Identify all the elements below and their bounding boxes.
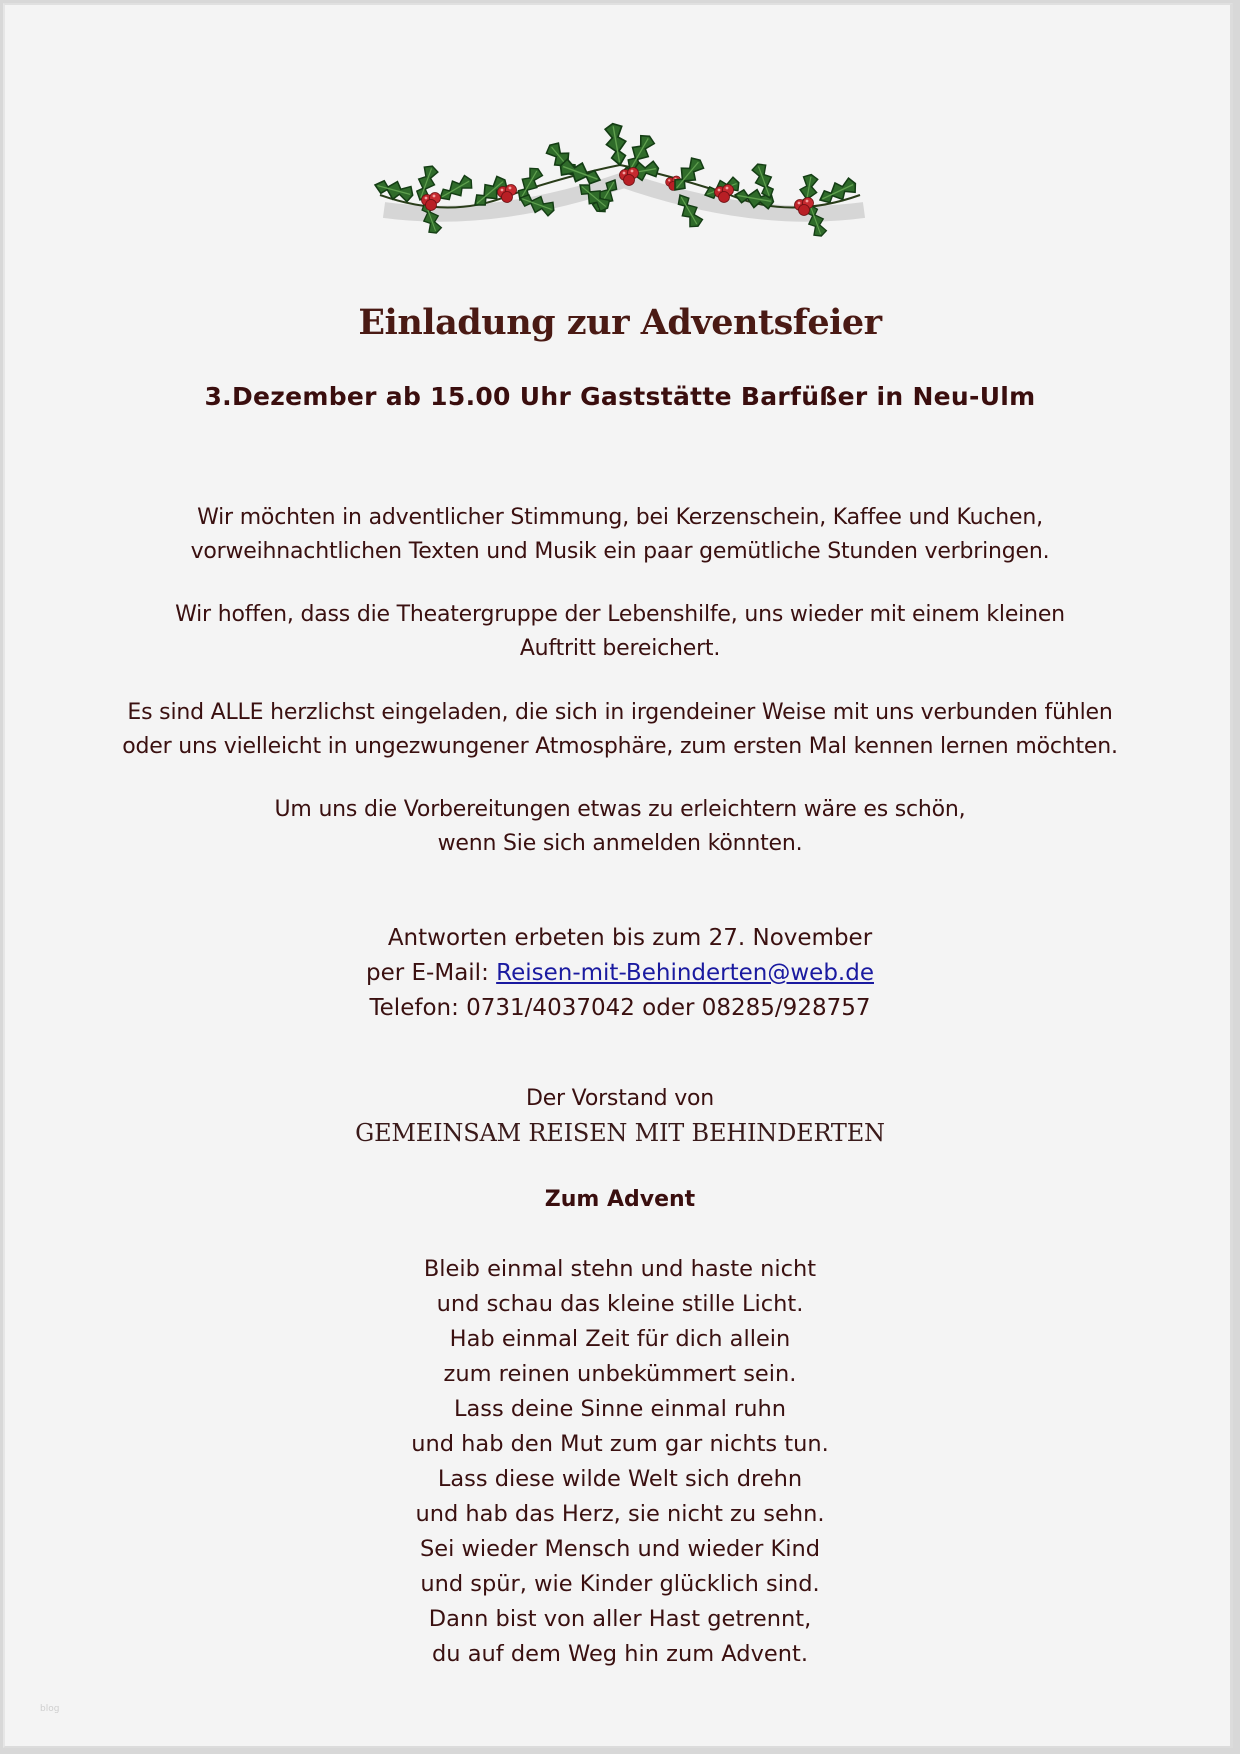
reply-deadline: Antworten erbeten bis zum 27. November xyxy=(387,925,873,951)
poem-line: du auf dem Weg hin zum Advent. xyxy=(432,1641,808,1667)
poem-title: Zum Advent xyxy=(544,1187,696,1212)
poem-line: und schau das kleine stille Licht. xyxy=(436,1291,804,1317)
holly-garland-icon xyxy=(370,120,870,255)
poem-line: und spür, wie Kinder glücklich sind. xyxy=(420,1571,820,1597)
poem-line: Hab einmal Zeit für dich allein xyxy=(449,1326,791,1352)
poem-line: und hab das Herz, sie nicht zu sehn. xyxy=(415,1501,825,1527)
poem-line: zum reinen unbekümmert sein. xyxy=(443,1361,797,1387)
paragraph-3-line-1: Es sind ALLE herzlichst eingeladen, die sich in irgendeiner Weise mit uns verbunden fühlen xyxy=(127,700,1113,725)
paragraph-2-line-1: Wir hoffen, dass die Theatergruppe der Lebenshilfe, uns wieder mit einem kleinen xyxy=(175,602,1065,627)
paragraph-4-line-1: Um uns die Vorbereitungen etwas zu erleichtern wäre es schön, xyxy=(274,797,966,822)
watermark: blog xyxy=(40,1704,60,1714)
page-title: Einladung zur Adventsfeier xyxy=(358,302,882,343)
poem-line: Dann bist von aller Hast getrennt, xyxy=(428,1606,812,1632)
paragraph-1-line-2: vorweihnachtlichen Texten und Musik ein paar gemütliche Stunden verbringen. xyxy=(190,539,1050,564)
poem-line: Sei wieder Mensch und wieder Kind xyxy=(419,1536,821,1562)
paragraph-3-line-2: oder uns vielleicht in ungezwungener Atmosphäre, zum ersten Mal kennen lernen möchten. xyxy=(122,734,1118,759)
paragraph-4-line-2: wenn Sie sich anmelden könnten. xyxy=(437,831,803,856)
phone-line: Telefon: 0731/4037042 oder 08285/928757 xyxy=(369,995,871,1021)
poem-line: Lass diese wilde Welt sich drehn xyxy=(437,1466,803,1492)
organization-name: GEMEINSAM REISEN MIT BEHINDERTEN xyxy=(355,1119,885,1147)
email-line xyxy=(0,960,1240,986)
poem-line: Lass deine Sinne einmal ruhn xyxy=(453,1396,787,1422)
poem-line: und hab den Mut zum gar nichts tun. xyxy=(411,1431,829,1457)
paragraph-2-line-2: Auftritt bereichert. xyxy=(519,636,721,661)
paragraph-1-line-1: Wir möchten in adventlicher Stimmung, bei Kerzenschein, Kaffee und Kuchen, xyxy=(197,505,1043,530)
signature-line: Der Vorstand von xyxy=(525,1086,715,1111)
email-label: per E-Mail: xyxy=(366,960,497,986)
email-link[interactable]: Reisen-mit-Behinderten@web.de xyxy=(496,960,874,986)
poem-line: Bleib einmal stehn und haste nicht xyxy=(423,1256,817,1282)
event-details: 3.Dezember ab 15.00 Uhr Gaststätte Barfüßer in Neu-Ulm xyxy=(204,382,1036,411)
